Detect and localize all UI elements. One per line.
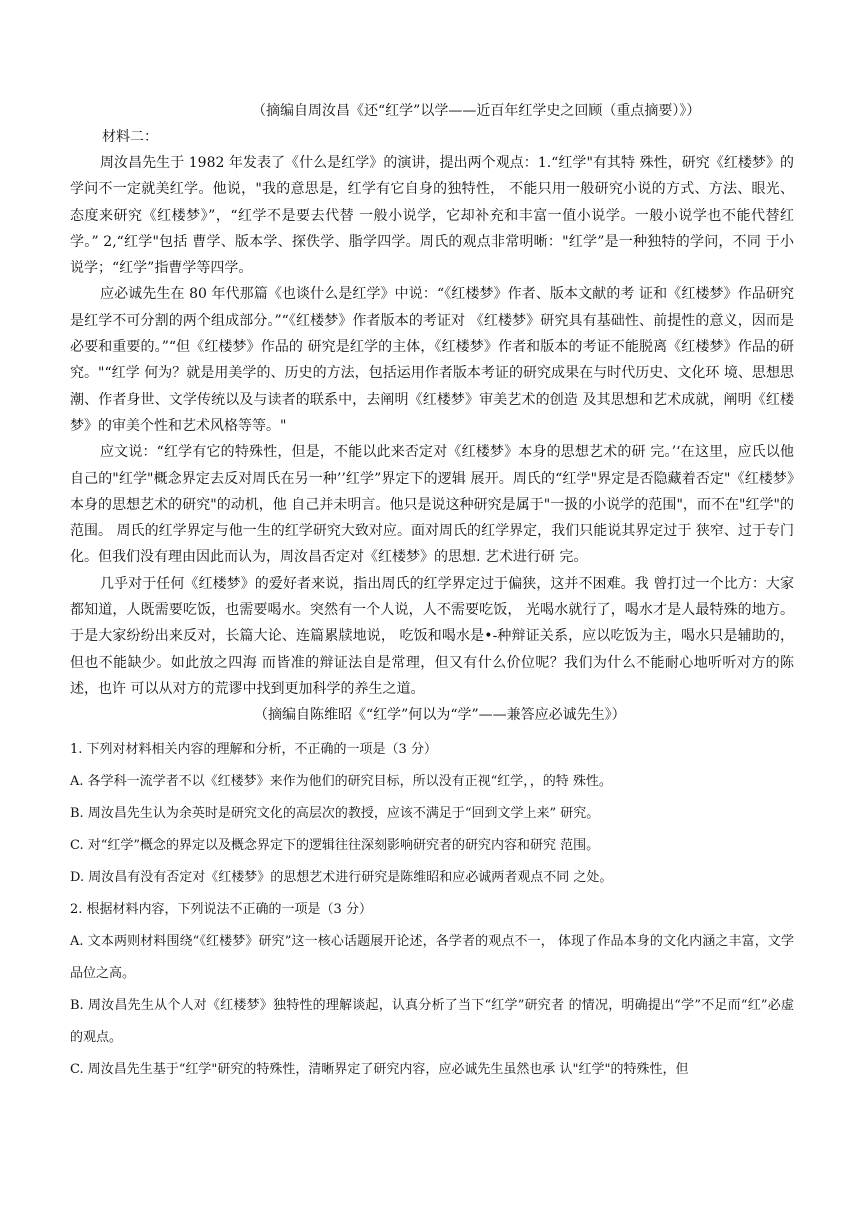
question-1-stem: 1. 下列对材料相关内容的理解和分析，不正确的一项是（3 分） — [70, 742, 437, 758]
question-1-option-c: C. 对“红学”概念的界定以及概念界定下的逻辑往往深刻影响研究者的研究内容和研究 范围。 — [70, 838, 600, 854]
document-page — [70, 98, 794, 1086]
paragraph-2: 应必诚先生在 80 年代那篇《也谈什么是红学》中说：“《红楼梦》作者、版本文献的考 证和《红楼梦》作品研究是红学不可分割的两个组成部分。”“《红楼梦》作者版本的考证对 《红楼梦》研究具有基础性、前提性的意义，因而是必要和重要的。”“但《红楼梦》作品的 研究是红学的主体，《红楼梦》作者和版本的考证不能脱离《红楼梦》作品的研究。"“红学 何为？就是用美学的、历史的方法，包括运用作者版本考证的研究成果在与时代历史、文化环 境、思想思潮、作者身世、文学传统以及与读者的联系中，去阐明《红楼梦》审美艺术的创造 及其思想和艺术成就，阐明《红楼梦》的审美个性和艺术风格等等。" — [70, 286, 794, 434]
paragraph-1: 周汝昌先生于 1982 年发表了《什么是红学》的演讲，提出两个观点：1.“红学"有其特 殊性，研究《红楼梦》的学问不一定就美红学。他说，"我的意思是，红学有它自身的独特性， 不能只用一般研究小说的方式、方法、眼光、态度来研究《红楼梦》”，“红学不是要去代替 一般小说学，它却补充和丰富一值小说学。一般小说学也不能代替红学。” 2,“红学"包括 曹学、版本学、探佚学、脂学四学。周氏的观点非常明晰："红学”是一种独特的学问，不同 于小说学；“红学”指曹学等四学。 — [70, 155, 794, 277]
question-1-option-d: D. 周汝昌有没有否定对《红楼梦》的思想艺术进行研究是陈维昭和应必诚两者观点不同 之处。 — [70, 870, 613, 886]
material-two-label: 材料二： — [102, 129, 158, 145]
question-2-stem: 2. 根据材料内容，下列说法不正确的一项是（3 分） — [70, 902, 372, 918]
question-1 — [70, 734, 794, 894]
question-1-option-b: B. 周汝昌先生认为余英时是研究文化的高层次的教授，应该不满足于“回到文学上来” 研究。 — [70, 806, 600, 822]
paragraph-3: 应文说：“红学有它的特殊性，但是，不能以此来否定对《红楼梦》本身的思想艺术的研 完。’‘在这里，应氏以他自己的"红学"概念界定去反对周氏在另一种’’红学”界定下的逻辑 展开。周氏的“红学"界定是否隐藏着否定"《红楼梦》本身的思想艺术的研究"的动机，他 自己并未明言。他只是说这种研究是属于"一扱的小说学的范围"，而不在"红学"的范围。 周氏的红学界定与他一生的红学研究大致对应。面对周氏的红学界定，我们只能说其界定过于 狭窄、过于专门化。但我们没有理由因此而认为，周汝昌否定对《红楼梦》的思想. 艺术进行研 完。 — [70, 444, 794, 566]
question-2-option-c: C. 周汝昌先生基于“红学"研究的特殊性，清晰界定了研究内容，应必诚先生虽然也承 认"红学"的特殊性，但 — [70, 1062, 689, 1078]
questions-section — [70, 734, 794, 1086]
question-2-option-b: B. 周汝昌先生从个人对《红楼梦》独特性的理解谈起，认真分析了当下“红学”研究者 的情况，明确提出“学”不足而“红”必虚的观点。 — [70, 998, 794, 1046]
question-2 — [70, 894, 794, 1086]
source-citation-1: （摘编自周汝昌《还“红学”以学——近百年红学史之回顾（重点摘要）》） — [252, 103, 701, 119]
question-2-option-a: A. 文本两则材料围绕“《红楼梦》研究”这一核心话题展开论述，各学者的观点不一， 体现了作品本身的文化内涵之丰富，文学品位之高。 — [70, 934, 794, 982]
paragraph-4: 几乎对于任何《红楼梦》的爱好者来说，指出周氏的红学界定过于偏狭，这并不困难。我 曾打过一个比方：大家都知道，人既需要吃饭，也需要喝水。突然有一个人说，人不需要吃饭， 光喝水就行了，喝水才是人最特殊的地方。于是大家纷纷出来反对，长篇大论、连篇累牍地说， 吃饭和喝水是•-种辩证关系，应以吃饭为主，喝水只是辅助的，但也不能缺少。如此放之四海 而皆准的辩证法自是常理，但又有什么价位呢？我们为什么不能耐心地听听对方的陈述，也许 可以从对方的荒谬中找到更加科学的养生之道。 — [70, 575, 794, 697]
question-1-option-a: A. 各学科一流学者不以《红楼梦》来作为他们的研究目标，所以没有正视“红学，，的特 殊性。 — [70, 774, 612, 790]
source-citation-2: （摘编自陈维昭《“红学”何以为“学”——兼答应必诚先生》） — [254, 707, 626, 724]
